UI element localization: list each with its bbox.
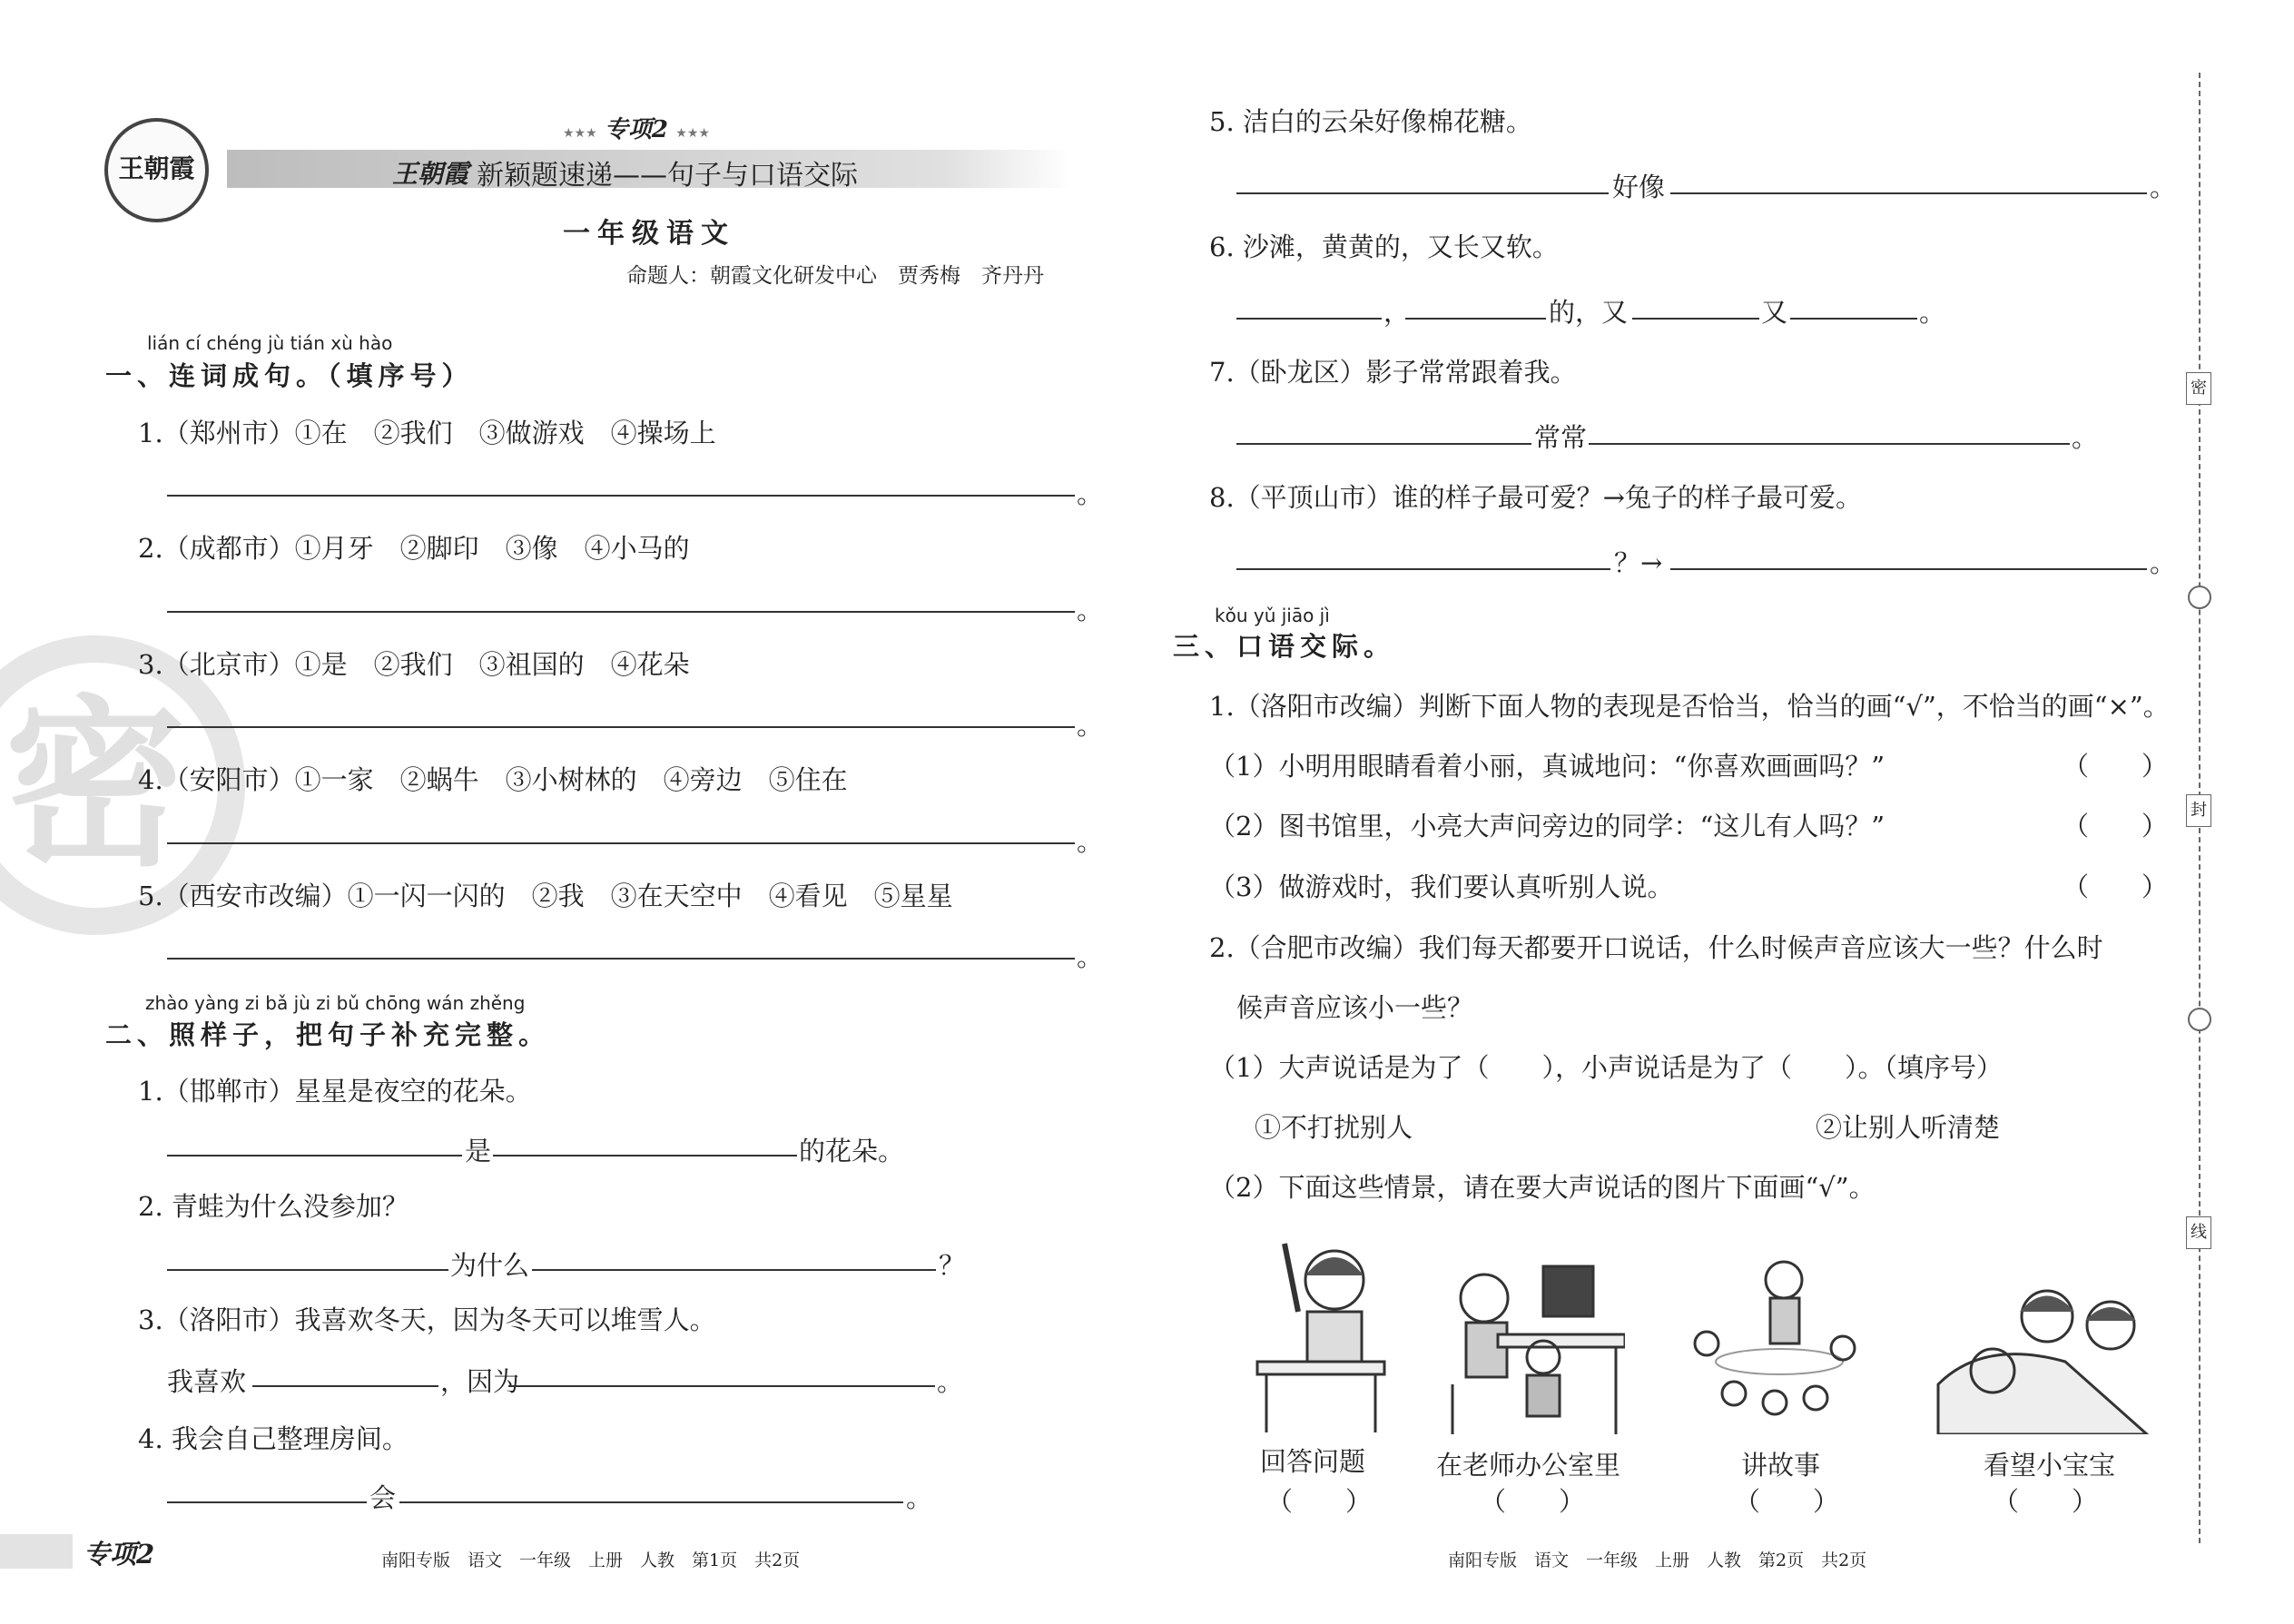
answer-line[interactable] <box>532 1269 936 1271</box>
period: 。 <box>1077 478 1104 509</box>
sec2-pinyin: zhào yàng zi bǎ jù zi bǔ chōng wán zhěng <box>145 992 526 1014</box>
logo-emblem <box>104 118 209 222</box>
binding-circle-1 <box>2188 586 2211 609</box>
answer-line[interactable] <box>167 1501 367 1503</box>
fill-word: 好像 <box>1612 172 1666 202</box>
r-item-7: 7.（卧龙区）影子常常跟着我。 <box>1209 357 1577 388</box>
binding-mark-text: 封 <box>2191 801 2207 820</box>
grade-title: 一年级语文 <box>563 218 735 250</box>
answer-line[interactable] <box>252 1385 438 1387</box>
sec3-title: 三、口语交际。 <box>1173 631 1396 662</box>
r-item-8: 8.（平顶山市）谁的样子最可爱？→兔子的样子最可爱。 <box>1209 482 1862 513</box>
caption-storytelling: 讲故事 <box>1741 1450 1821 1481</box>
sec2-item-4: 4. 我会自己整理房间。 <box>138 1423 409 1454</box>
caption-office: 在老师办公室里 <box>1436 1450 1621 1481</box>
binding-mark-xian <box>2186 1216 2211 1249</box>
answer-line[interactable] <box>1670 192 2147 194</box>
fill-word: ？ <box>939 1250 966 1281</box>
answer-line[interactable] <box>1632 318 1759 320</box>
footer-tag-bg <box>0 1534 73 1569</box>
sec3-q1: 1.（洛阳市改编）判断下面人物的表现是否恰当，恰当的画“√”，不恰当的画“×”。 <box>1209 691 2170 722</box>
fill-word: 的，又 <box>1549 297 1629 328</box>
footer-tag: 专项2 <box>84 1539 155 1570</box>
sec1-title: 一、连词成句。（填序号） <box>105 360 474 391</box>
sec1-item-5: 5.（西安市改编）①一闪一闪的 ②我 ③在天空中 ④看见 ⑤星星 <box>138 881 953 911</box>
binding-mark-text: 密 <box>2191 379 2207 398</box>
fill-word: ， <box>1383 297 1411 328</box>
answer-line[interactable] <box>493 1155 797 1156</box>
fill-word: 。 <box>906 1482 933 1513</box>
sec3-q2-line1: 2.（合肥市改编）我们每天都要开口说话，什么时候声音应该大一些？什么时 <box>1209 932 2103 963</box>
logo-text: 王朝霞 <box>118 153 195 183</box>
answer-line[interactable] <box>1236 568 1610 570</box>
sec2-title: 二、照样子，把句子补充完整。 <box>105 1019 551 1050</box>
answer-parens[interactable]: （ ） <box>1993 1486 2099 1517</box>
illustration-visiting-baby <box>1929 1275 2161 1434</box>
banner-title: 新颖题速递——句子与口语交际 <box>477 160 858 192</box>
answer-line[interactable] <box>167 958 1075 960</box>
stars-title-text: 专项2 <box>604 116 669 143</box>
period: 。 <box>1077 595 1104 625</box>
binding-mark-mi <box>2186 372 2211 405</box>
sec1-pinyin: lián cí chéng jù tián xù hào <box>147 332 393 354</box>
fill-word: 会 <box>369 1482 397 1513</box>
authors: 命题人：朝霞文化研发中心 贾秀梅 齐丹丹 <box>626 264 1044 288</box>
answer-line[interactable] <box>167 495 1075 497</box>
fill-word: 。 <box>1919 297 1946 328</box>
illustration-office <box>1443 1248 1625 1434</box>
answer-line[interactable] <box>1670 568 2147 570</box>
answer-parens[interactable]: （ ） <box>2063 871 2169 902</box>
caption-answering: 回答问题 <box>1260 1446 1366 1477</box>
option-1: ①不打扰别人 <box>1255 1112 1413 1143</box>
sec1-item-4: 4.（安阳市）①一家 ②蜗牛 ③小树林的 ④旁边 ⑤住在 <box>138 764 848 795</box>
answer-parens[interactable]: （ ） <box>2063 751 2169 782</box>
stars-title <box>563 111 710 144</box>
fill-word: 我喜欢 <box>167 1366 247 1397</box>
fill-word: 。 <box>937 1366 964 1397</box>
sec2-item-3: 3.（洛阳市）我喜欢冬天，因为冬天可以堆雪人。 <box>138 1304 716 1335</box>
r-item-5: 5. 洁白的云朵好像棉花糖。 <box>1209 106 1532 137</box>
binding-mark-feng <box>2186 794 2211 827</box>
fill-word: 为什么 <box>450 1250 530 1281</box>
sec1-item-2: 2.（成都市）①月牙 ②脚印 ③像 ④小马的 <box>138 533 690 564</box>
answer-line[interactable] <box>167 611 1075 613</box>
answer-line[interactable] <box>1405 318 1546 320</box>
answer-parens[interactable]: （ ） <box>1266 1486 1373 1517</box>
header-brand: 王朝霞 <box>392 159 469 189</box>
fill-word: 的花朵。 <box>799 1136 905 1166</box>
sec3-q1-item-3: （3）做游戏时，我们要认真听别人说。 <box>1209 871 1674 902</box>
period: 。 <box>1077 941 1104 972</box>
period: 。 <box>1077 826 1104 857</box>
answer-line[interactable] <box>1236 443 1531 445</box>
answer-line[interactable] <box>508 1385 935 1387</box>
sec3-q2-line2: 候声音应该小一些？ <box>1236 992 1474 1023</box>
fill-word: ，因为 <box>440 1366 520 1397</box>
watermark-char: 密 <box>4 678 186 891</box>
footer-page-1: 南阳专版 语文 一年级 上册 人教 第1页 共2页 <box>381 1550 801 1570</box>
answer-line[interactable] <box>1790 318 1917 320</box>
answer-line[interactable] <box>167 1155 462 1156</box>
binding-circle-2 <box>2188 1008 2211 1031</box>
binding-mark-text: 线 <box>2191 1223 2207 1242</box>
footer-page-2: 南阳专版 语文 一年级 上册 人教 第2页 共2页 <box>1448 1550 1867 1570</box>
sec3-q2-sub1: （1）大声说话是为了（ ），小声说话是为了（ ）。（填序号） <box>1209 1052 2003 1083</box>
answer-line[interactable] <box>1236 318 1382 320</box>
answer-parens[interactable]: （ ） <box>2063 811 2169 842</box>
answer-line[interactable] <box>167 726 1075 728</box>
option-2: ②让别人听清楚 <box>1816 1112 2001 1143</box>
sec3-pinyin: kǒu yǔ jiāo jì <box>1215 605 1330 626</box>
answer-line[interactable] <box>167 842 1075 844</box>
fill-word: ？→ <box>1614 547 1663 578</box>
sec2-item-1: 1.（邯郸市）星星是夜空的花朵。 <box>138 1076 532 1107</box>
fill-word: 。 <box>2150 547 2177 578</box>
answer-line[interactable] <box>1236 192 1609 194</box>
sec2-item-2: 2. 青蛙为什么没参加？ <box>138 1191 409 1222</box>
answer-parens[interactable]: （ ） <box>1480 1486 1586 1517</box>
r-item-6: 6. 沙滩，黄黄的，又长又软。 <box>1209 231 1559 262</box>
sec1-item-1: 1.（郑州市）①在 ②我们 ③做游戏 ④操场上 <box>138 418 716 448</box>
fill-word: 是 <box>465 1136 492 1166</box>
period: 。 <box>1077 710 1104 741</box>
illustration-answering <box>1248 1225 1393 1434</box>
sec1-item-3: 3.（北京市）①是 ②我们 ③祖国的 ④花朵 <box>138 649 690 680</box>
answer-line[interactable] <box>1589 443 2070 445</box>
fill-word: 又 <box>1761 297 1788 328</box>
sec3-q1-item-2: （2）图书馆里，小亮大声问旁边的同学：“这儿有人吗？” <box>1209 811 1885 842</box>
sec3-q2-sub2: （2）下面这些情景，请在要大声说话的图片下面画“√”。 <box>1209 1172 1876 1203</box>
illustration-storytelling <box>1679 1244 1861 1434</box>
stars-right: ★★★ <box>675 126 710 141</box>
fill-word: 常常 <box>1534 422 1588 453</box>
answer-parens[interactable]: （ ） <box>1734 1486 1840 1517</box>
fill-word: 。 <box>2072 422 2099 453</box>
stars-left: ★★★ <box>563 126 597 141</box>
sec3-q1-item-1: （1）小明用眼睛看着小丽，真诚地问：“你喜欢画画吗？” <box>1209 751 1885 782</box>
answer-line[interactable] <box>167 1269 448 1271</box>
caption-visiting-baby: 看望小宝宝 <box>1984 1450 2116 1481</box>
fill-word: 。 <box>2150 172 2177 202</box>
answer-line[interactable] <box>399 1501 903 1503</box>
